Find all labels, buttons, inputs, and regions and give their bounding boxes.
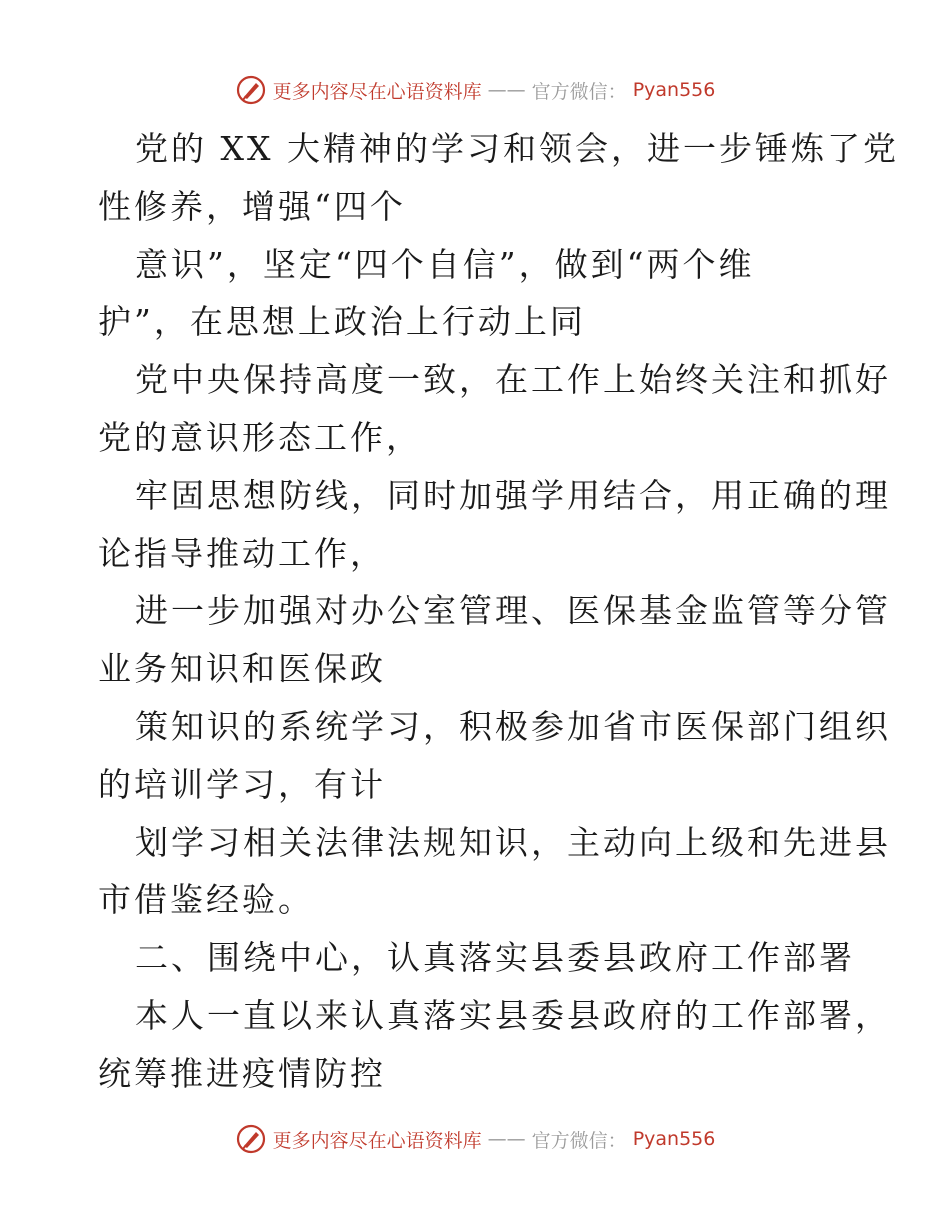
text-line: 统筹推进疫情防控 — [98, 1053, 386, 1093]
text-line: 业务知识和医保政 — [98, 649, 386, 689]
text-line: 策知识的系统学习，积极参加省市医保部门组织 — [135, 706, 891, 746]
text-line: 党中央保持高度一致，在工作上始终关注和抓好 — [135, 360, 891, 400]
quill-pen-logo-icon — [235, 74, 267, 106]
banner-brand-text: 更多内容尽在心语资料库 — [272, 80, 482, 103]
banner-wechat-id: Pyan556 — [632, 1128, 716, 1150]
text-line: 市借鉴经验。 — [98, 880, 314, 920]
text-line: 牢固思想防线，同时加强学用结合，用正确的理 — [135, 475, 891, 515]
banner-separator: —— — [487, 79, 526, 101]
banner-separator: —— — [487, 1128, 526, 1150]
text-line: 护”，在思想上政治上行动上同 — [98, 302, 586, 342]
text-line: 的培训学习，有计 — [98, 764, 386, 804]
text-line: 进一步加强对办公室管理、医保基金监管等分管 — [135, 591, 891, 631]
text-line: 论指导推动工作， — [98, 533, 386, 573]
banner-wechat-label: 官方微信： — [531, 80, 627, 103]
text-line: 党的 XX 大精神的学习和领会，进一步锤炼了党 — [135, 129, 899, 168]
footer-watermark-banner — [0, 1119, 950, 1159]
banner-wechat-id: Pyan556 — [632, 79, 716, 101]
text-line: 意识”，坚定“四个自信”，做到“两个维 — [135, 244, 755, 284]
header-watermark-banner — [0, 70, 950, 110]
text-line: 本人一直以来认真落实县委县政府的工作部署， — [135, 995, 891, 1035]
text-line: 二、围绕中心，认真落实县委县政府工作部署 — [135, 938, 855, 978]
banner-brand-text: 更多内容尽在心语资料库 — [272, 1129, 482, 1152]
text-line: 划学习相关法律法规知识，主动向上级和先进县 — [135, 822, 891, 862]
text-line: 性修养，增强“四个 — [98, 186, 406, 226]
banner-wechat-label: 官方微信： — [531, 1129, 627, 1152]
document-body — [98, 120, 899, 1103]
text-line: 党的意识形态工作， — [98, 417, 422, 457]
quill-pen-logo-icon — [235, 1123, 267, 1155]
